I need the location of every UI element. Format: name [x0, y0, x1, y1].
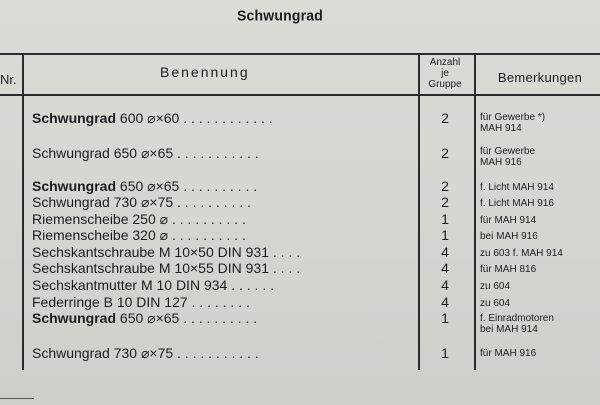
- part-name: Federringe B 10 DIN 127 . . . . . . . .: [32, 294, 250, 310]
- part-name: Riemenscheibe 320 ⌀ . . . . . . . . . .: [32, 227, 246, 243]
- header-bemerkungen: Bemerkungen: [497, 70, 583, 85]
- part-quantity: 1: [441, 310, 449, 326]
- part-remark: für MAH 916: [480, 348, 537, 359]
- part-quantity: 4: [441, 277, 449, 293]
- part-quantity: 4: [441, 294, 449, 310]
- part-quantity: 1: [441, 211, 449, 227]
- part-quantity: 2: [441, 110, 449, 126]
- part-quantity: 2: [441, 194, 449, 210]
- part-remark: f. Einradmotoren bei MAH 914: [480, 313, 554, 335]
- part-name: Schwungrad 650 ⌀×65 . . . . . . . . . .: [32, 178, 258, 194]
- part-remark: für Gewerbe MAH 916: [480, 146, 536, 168]
- part-name: Schwungrad 730 ⌀×75 . . . . . . . . . .: [32, 194, 251, 210]
- part-remark: zu 604: [480, 281, 511, 292]
- part-name: Schwungrad 650 ⌀×65 . . . . . . . . . . .: [32, 145, 259, 161]
- part-name: Schwungrad 600 ⌀×60 . . . . . . . . . . . .: [32, 110, 273, 126]
- part-quantity: 1: [441, 345, 449, 361]
- table-top-rule: [0, 53, 600, 55]
- part-name: Sechskantschraube M 10×50 DIN 931 . . . .: [32, 244, 301, 260]
- part-quantity: 4: [441, 260, 449, 276]
- part-name: Sechskantmutter M 10 DIN 934 . . . . . .: [32, 277, 274, 293]
- header-bottom-rule: [0, 94, 600, 96]
- part-remark: zu 604: [480, 298, 511, 309]
- header-benennung: Benennung: [160, 64, 250, 80]
- part-name: Schwungrad 650 ⌀×65 . . . . . . . . . .: [32, 310, 258, 326]
- part-name: Riemenscheibe 250 ⌀ . . . . . . . . . .: [32, 211, 246, 227]
- part-remark: f. Licht MAH 916: [480, 198, 554, 209]
- part-name: Schwungrad 730 ⌀×75 . . . . . . . . . . .: [32, 345, 259, 361]
- column-divider-nr: [22, 53, 24, 370]
- part-quantity: 4: [441, 244, 449, 260]
- part-remark: für MAH 816: [480, 264, 537, 275]
- column-divider-anzahl-right: [474, 53, 476, 370]
- header-anzahl: Anzahl je Gruppe: [428, 57, 462, 90]
- part-remark: f. Licht MAH 914: [480, 182, 554, 193]
- page-title: Schwungrad: [236, 6, 323, 24]
- part-quantity: 2: [441, 145, 449, 161]
- part-name: Sechskantschraube M 10×55 DIN 931 . . . .: [32, 260, 301, 276]
- part-quantity: 2: [441, 178, 449, 194]
- footnote-rule: [0, 398, 34, 399]
- part-remark: für MAH 914: [480, 215, 537, 226]
- header-nr: Nr.: [0, 72, 17, 87]
- part-remark: zu 603 f. MAH 914: [480, 248, 563, 259]
- part-remark: für Gewerbe *) MAH 914: [480, 112, 546, 134]
- part-remark: bei MAH 916: [480, 231, 538, 242]
- part-quantity: 1: [441, 227, 449, 243]
